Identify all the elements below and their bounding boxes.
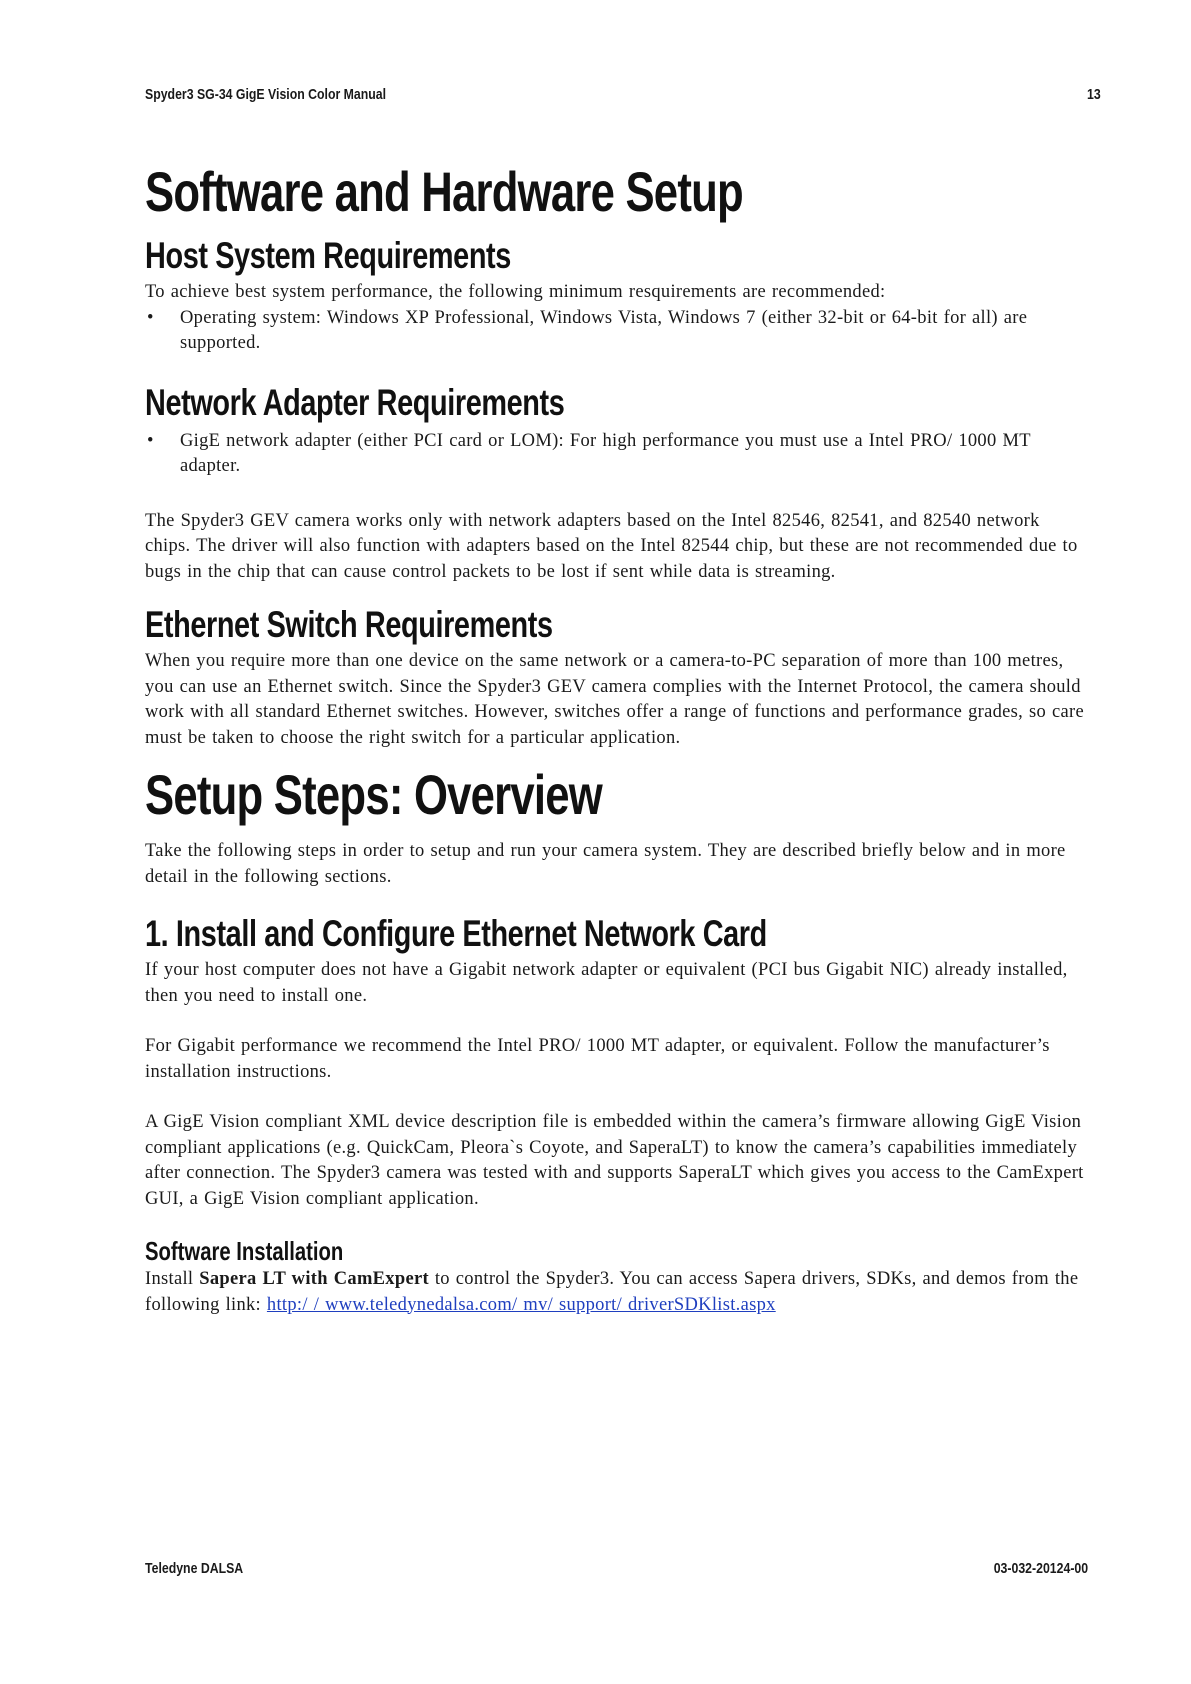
running-header-title: Spyder3 SG-34 GigE Vision Color Manual	[145, 86, 387, 103]
heading-software-hardware-setup: Software and Hardware Setup	[145, 160, 743, 223]
page-number: 13	[1087, 86, 1101, 103]
heading-host-system-requirements: Host System Requirements	[145, 235, 511, 276]
list-item: • GigE network adapter (either PCI card or LOM): For high performance you must use a Intel PRO/ 1000 MT adapter.	[180, 429, 1085, 480]
footer-company: Teledyne DALSA	[145, 1560, 244, 1577]
software-installation-paragraph	[145, 1267, 1085, 1318]
ethernet-switch-paragraph: When you require more than one device on the same network or a camera-to-PC separation of more than 100 metres, you can use an Ethernet switch. Since the Spyder3 GEV camera complies with the Internet Protocol, the camera should work with all standard Ethernet switches. However, switches offer a range of functions and performance grades, so care must be taken to choose the right switch for a particular application.	[145, 651, 1084, 748]
list-item: • Operating system: Windows XP Professional, Windows Vista, Windows 7 (either 32-bit or 64-bit for all) are supported.	[180, 306, 1085, 357]
footer-doc-number: 03-032-20124-00	[993, 1560, 1088, 1577]
install-card-paragraph-1: If your host computer does not have a Gigabit network adapter or equivalent (PCI bus Gigabit NIC) already installed, then you need to install one.	[145, 960, 1068, 1006]
driver-sdk-link[interactable]: http:/ / www.teledynedalsa.com/ mv/ support/ driverSDKlist.aspx	[266, 1294, 776, 1315]
host-system-list	[145, 306, 1085, 357]
install-text-after: to control the Spyder3. You can access Sapera drivers, SDKs, and demos from the following link:	[145, 1269, 1079, 1315]
network-adapter-list	[145, 429, 1085, 480]
install-text-before: Install	[145, 1269, 200, 1289]
network-adapter-paragraph: The Spyder3 GEV camera works only with network adapters based on the Intel 82546, 82541, and 82540 network chips. The driver will also function with adapters based on the Intel 82544 chip, but these are not recommended due to bugs in the chip that can cause control packets to be lost if sent while data is streaming.	[145, 510, 1078, 582]
install-card-paragraph-2: For Gigabit performance we recommend the Intel PRO/ 1000 MT adapter, or equivalent. Follow the manufacturer’s installation instructions.	[145, 1036, 1050, 1082]
heading-network-adapter-requirements: Network Adapter Requirements	[145, 381, 565, 423]
heading-ethernet-switch-requirements: Ethernet Switch Requirements	[145, 604, 553, 645]
heading-install-network-card: 1. Install and Configure Ethernet Network Card	[145, 913, 767, 954]
sapera-lt-bold: Sapera LT with CamExpert	[199, 1269, 429, 1289]
heading-software-installation: Software Installation	[145, 1236, 344, 1266]
host-system-intro: To achieve best system performance, the following minimum resquirements are recommended:	[145, 282, 886, 302]
setup-overview-paragraph: Take the following steps in order to setup and run your camera system. They are described briefly below and in more detail in the following sections.	[145, 841, 1066, 887]
page-content	[145, 160, 1085, 1318]
heading-setup-steps-overview: Setup Steps: Overview	[145, 763, 602, 826]
install-card-paragraph-3: A GigE Vision compliant XML device description file is embedded within the camera’s firmware allowing GigE Vision compliant applications (e.g. QuickCam, Pleora`s Coyote, and SaperaLT) to know the camera’s capabilities immediately after connection. The Spyder3 camera was tested with and supports SaperaLT which gives you access to the CamExpert GUI, a GigE Vision compliant application.	[145, 1112, 1084, 1209]
